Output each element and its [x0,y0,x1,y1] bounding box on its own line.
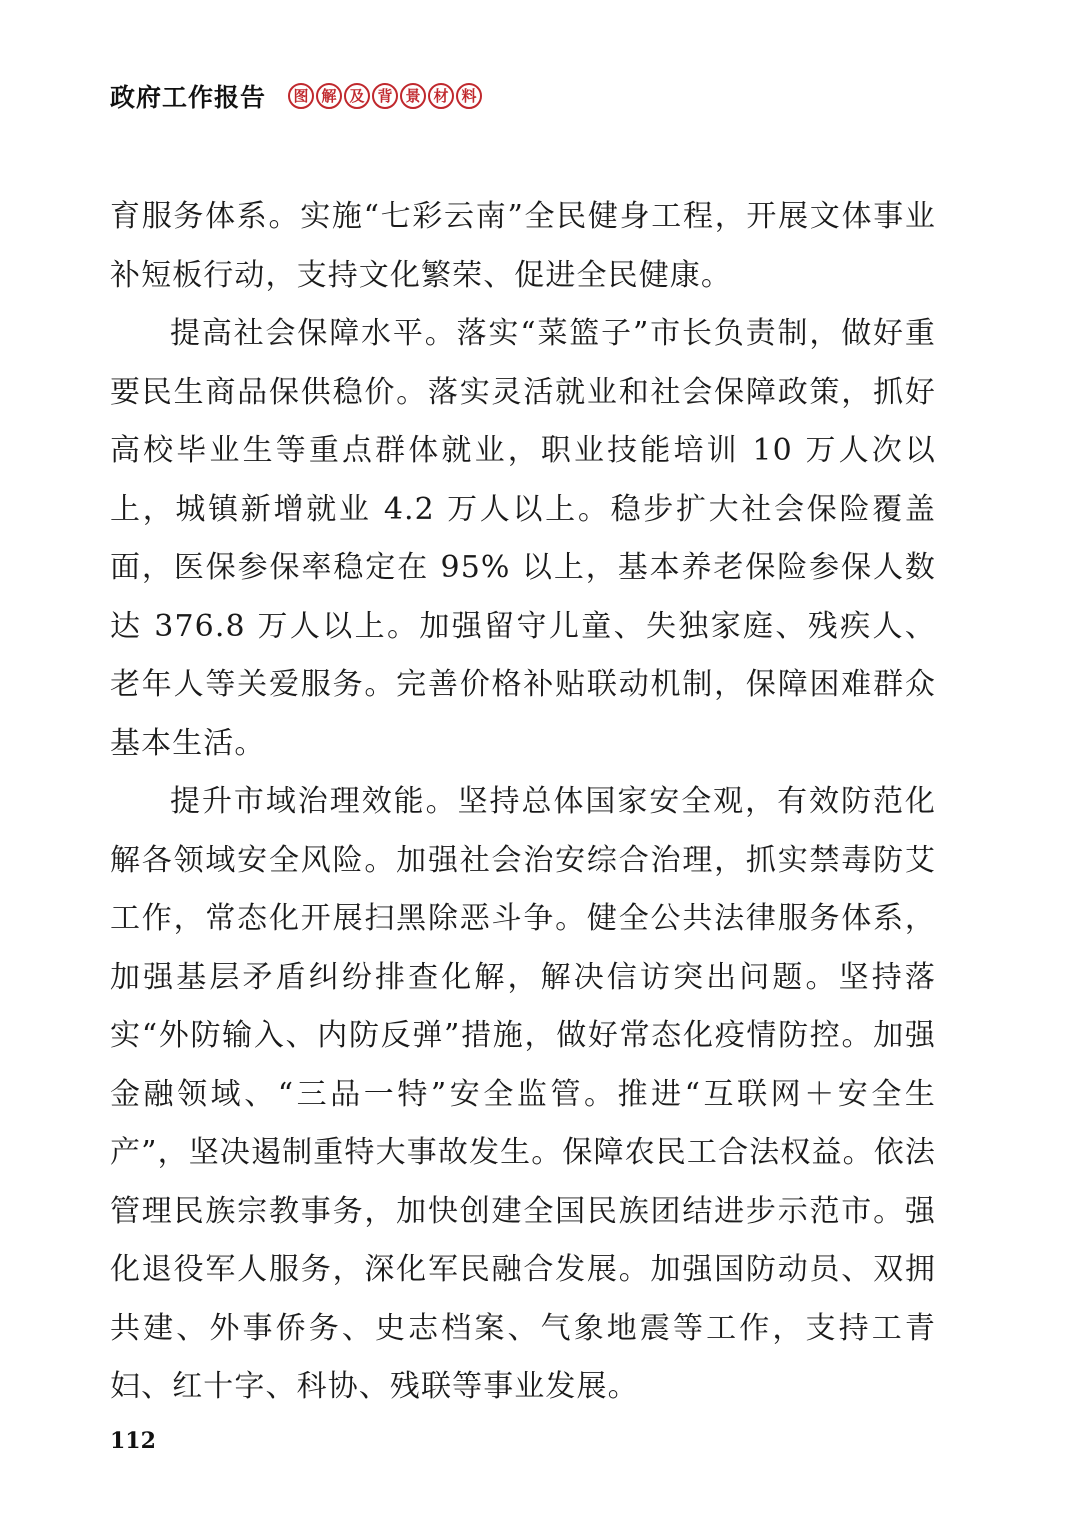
seal-icon: 背 [372,83,398,109]
paragraph-social-security: 提高社会保障水平。落实“菜篮子”市长负责制，做好重要民生商品保供稳价。落实灵活就业和社会保障政策，抓好高校毕业生等重点群体就业，职业技能培训 10 万人次以上，城镇新增就业 4.2 万人以上。稳步扩大社会保险覆盖面，医保参保率稳定在 95% 以上，基本养老保险参保人数达 376.8 万人以上。加强留守儿童、失独家庭、残疾人、老年人等关爱服务。完善价格补贴联动机制，保障困难群众基本生活。 [110,316,936,761]
header-seal-logo [288,83,482,109]
seal-icon: 料 [456,83,482,109]
seal-icon: 及 [344,83,370,109]
page-number: 112 [110,1428,156,1454]
seal-icon: 景 [400,83,426,109]
paragraph-governance: 提升市域治理效能。坚持总体国家安全观，有效防范化解各领域安全风险。加强社会治安综合治理，抓实禁毒防艾工作，常态化开展扫黑除恶斗争。健全公共法律服务体系，加强基层矛盾纠纷排查化解，解决信访突出问题。坚持落实“外防输入、内防反弹”措施，做好常态化疫情防控。加强金融领域、“三品一特”安全监管。推进“互联网＋安全生产”，坚决遏制重特大事故发生。保障农民工合法权益。依法管理民族宗教事务，加快创建全国民族团结进步示范市。强化退役军人服务，深化军民融合发展。加强国防动员、双拥共建、外事侨务、史志档案、气象地震等工作，支持工青妇、红十字、科协、残联等事业发展。 [110,784,936,1404]
body-text [110,188,936,1417]
running-header [110,76,482,116]
header-title: 政府工作报告 [110,83,267,112]
seal-icon: 解 [316,83,342,109]
seal-icon: 图 [288,83,314,109]
seal-icon: 材 [428,83,454,109]
paragraph-continuation: 育服务体系。实施“七彩云南”全民健身工程，开展文体事业补短板行动，支持文化繁荣、促进全民健康。 [110,199,936,293]
